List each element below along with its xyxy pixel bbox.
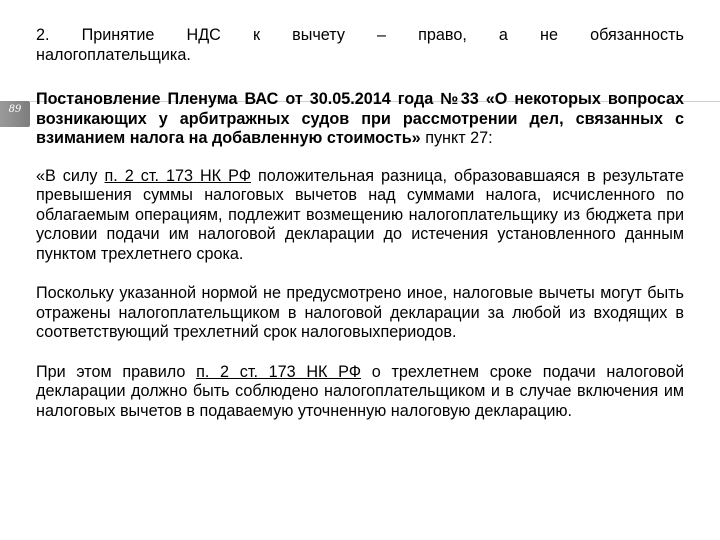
- paragraph3-after: о трехлетнем сроке подачи налоговой декларации должно быть соблюдено налогоплательщиком и в случае включения им налоговых вычетов в подаваемую уточненную налоговую декларацию.: [36, 362, 685, 420]
- slide-content: [36, 26, 684, 421]
- paragraph-amended-declaration: [36, 363, 684, 422]
- quote-body-text: положительная разница, образовавшаяся в результате превышения суммы налоговых вычетов над суммами налога, исчисленного по облагаемым операциям, подлежит возмещению налогоплательщику из бюджета при условии подачи им налоговой декларации до истечения установленного данным пунктом трехлетнего срока.: [36, 166, 684, 263]
- decree-reference: [36, 90, 684, 149]
- quote-paragraph: [36, 167, 684, 265]
- paragraph-deduction-periods: Поскольку указанной нормой не предусмотрено иное, налоговые вычеты могут быть отражены налогоплательщиком в налоговой декларации за любой из входящих в соответствующий трехлетний срок налоговыхпериодов.: [36, 284, 684, 341]
- quote-open-text: «В силу: [36, 166, 105, 185]
- slide-title-line1: 2. Принятие НДС к вычету – право, а не обязанность: [36, 26, 684, 44]
- decree-title: Постановление Пленума ВАС от 30.05.2014 года №33 «О некоторых вопросах возникающих у арбитражных судов при рассмотрении дел, связанных с взиманием налога на добавленную стоимость»: [36, 90, 684, 147]
- slide-title: [36, 26, 684, 65]
- law-link-2[interactable]: п. 2 ст. 173 НК РФ: [196, 362, 362, 381]
- paragraph3-before: При этом правило: [36, 362, 197, 381]
- slide-title-line2: налогоплательщика.: [36, 45, 191, 64]
- page-number: 89: [8, 104, 22, 115]
- law-link-1[interactable]: п. 2 ст. 173 НК РФ: [104, 166, 252, 185]
- decree-clause: пункт 27:: [420, 129, 493, 147]
